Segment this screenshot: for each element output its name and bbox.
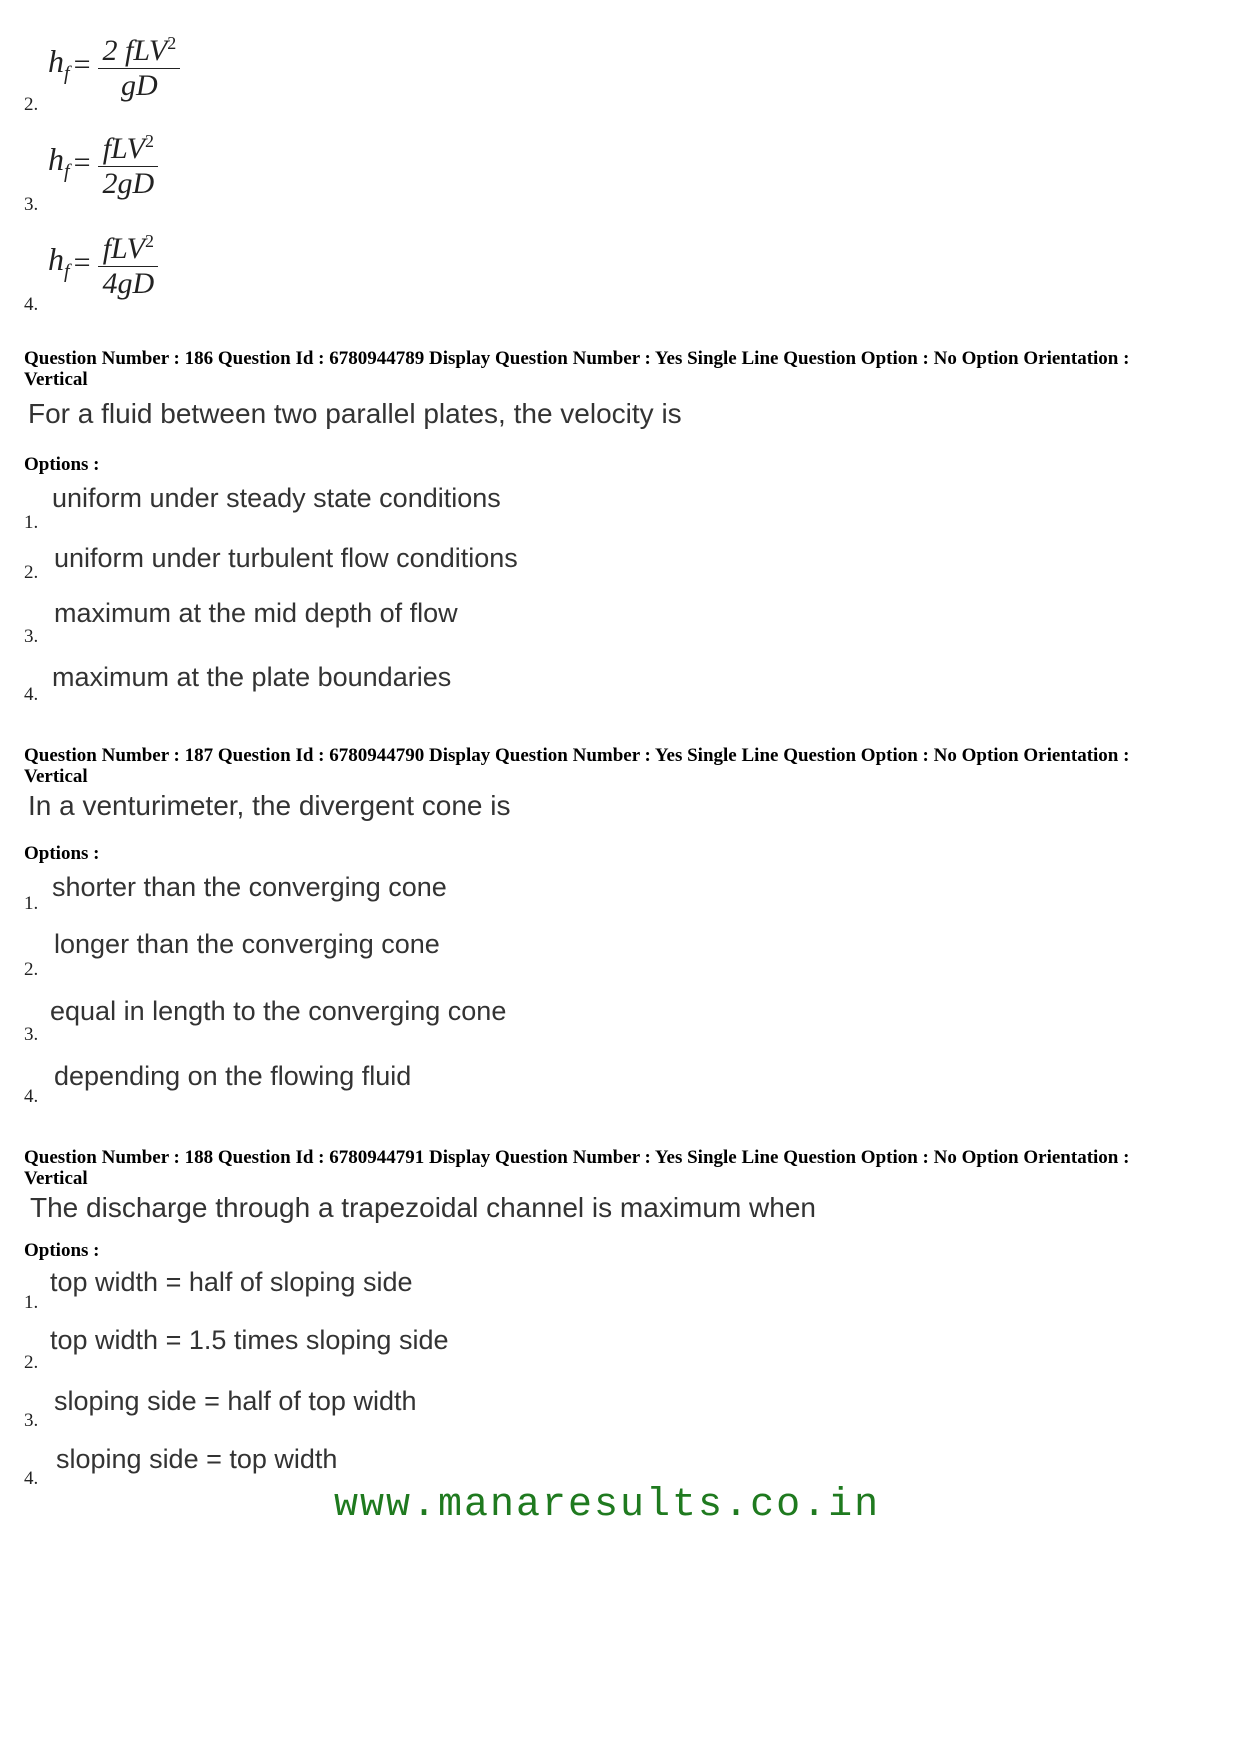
option-text: maximum at the mid depth of flow xyxy=(54,598,458,628)
option-text: maximum at the plate boundaries xyxy=(52,662,452,692)
option-number: 3. xyxy=(24,1024,39,1045)
formula-fraction xyxy=(98,26,180,103)
option-text: sloping side = top width xyxy=(56,1444,338,1474)
question-meta: Question Number : 186 Question Id : 6780944789 Display Question Number : Yes Single Line Question Option : No Option Orientation : Vertical xyxy=(24,348,1130,390)
formula-option-number: 2. xyxy=(24,94,39,115)
formula-numerator: fLV xyxy=(102,132,145,165)
option-text: sloping side = half of top width xyxy=(54,1386,417,1416)
formula-fraction xyxy=(98,224,158,301)
option-text: top width = 1.5 times sloping side xyxy=(50,1325,449,1355)
formula-denominator: 4gD xyxy=(102,267,155,300)
option-number: 2. xyxy=(24,1352,39,1373)
option-text: top width = half of sloping side xyxy=(50,1267,413,1297)
options-label: Options : xyxy=(24,454,100,475)
website-watermark: www.manaresults.co.in xyxy=(334,1483,881,1528)
formula-option-4 xyxy=(48,224,158,301)
formula-fraction xyxy=(98,124,158,201)
formula-lhs: h xyxy=(48,241,64,278)
formula-exponent: 2 xyxy=(167,33,177,53)
formula-lhs-subscript: f xyxy=(64,260,70,283)
formula-equals: = xyxy=(73,145,91,179)
formula-lhs-subscript: f xyxy=(64,160,70,183)
question-text: For a fluid between two parallel plates, the velocity is xyxy=(28,398,682,429)
formula-lhs: h xyxy=(48,43,64,80)
options-label: Options : xyxy=(24,843,100,864)
question-meta: Question Number : 187 Question Id : 6780944790 Display Question Number : Yes Single Line Question Option : No Option Orientation : Vertical xyxy=(24,745,1130,787)
option-number: 2. xyxy=(24,562,39,583)
option-number: 4. xyxy=(24,1086,39,1107)
formula-equals: = xyxy=(73,245,91,279)
formula-lhs-subscript: f xyxy=(64,62,70,85)
option-number: 4. xyxy=(24,684,39,705)
formula-lhs: h xyxy=(48,141,64,178)
option-text: equal in length to the converging cone xyxy=(50,996,507,1026)
option-number: 1. xyxy=(24,1292,39,1313)
formula-numerator: 2 fLV xyxy=(102,34,168,67)
option-number: 1. xyxy=(24,893,39,914)
option-number: 3. xyxy=(24,1410,39,1431)
formula-exponent: 2 xyxy=(144,231,154,251)
option-number: 1. xyxy=(24,512,39,533)
formula-exponent: 2 xyxy=(144,131,154,151)
options-label: Options : xyxy=(24,1240,100,1261)
formula-option-number: 3. xyxy=(24,194,39,215)
option-number: 2. xyxy=(24,959,39,980)
formula-option-2 xyxy=(48,26,180,103)
option-text: longer than the converging cone xyxy=(54,929,440,959)
formula-numerator: fLV xyxy=(102,232,145,265)
formula-denominator: 2gD xyxy=(102,167,155,200)
option-number: 3. xyxy=(24,626,39,647)
option-text: depending on the flowing fluid xyxy=(54,1061,412,1091)
question-meta: Question Number : 188 Question Id : 6780944791 Display Question Number : Yes Single Line Question Option : No Option Orientation : Vertical xyxy=(24,1147,1130,1189)
formula-equals: = xyxy=(73,47,91,81)
question-text: The discharge through a trapezoidal channel is maximum when xyxy=(30,1192,816,1223)
option-text: uniform under steady state conditions xyxy=(52,483,501,513)
option-text: shorter than the converging cone xyxy=(52,872,447,902)
formula-option-number: 4. xyxy=(24,294,39,315)
formula-denominator: gD xyxy=(121,69,158,102)
option-number: 4. xyxy=(24,1468,39,1489)
question-text: In a venturimeter, the divergent cone is xyxy=(28,790,511,821)
option-text: uniform under turbulent flow conditions xyxy=(54,543,518,573)
formula-option-3 xyxy=(48,124,158,201)
